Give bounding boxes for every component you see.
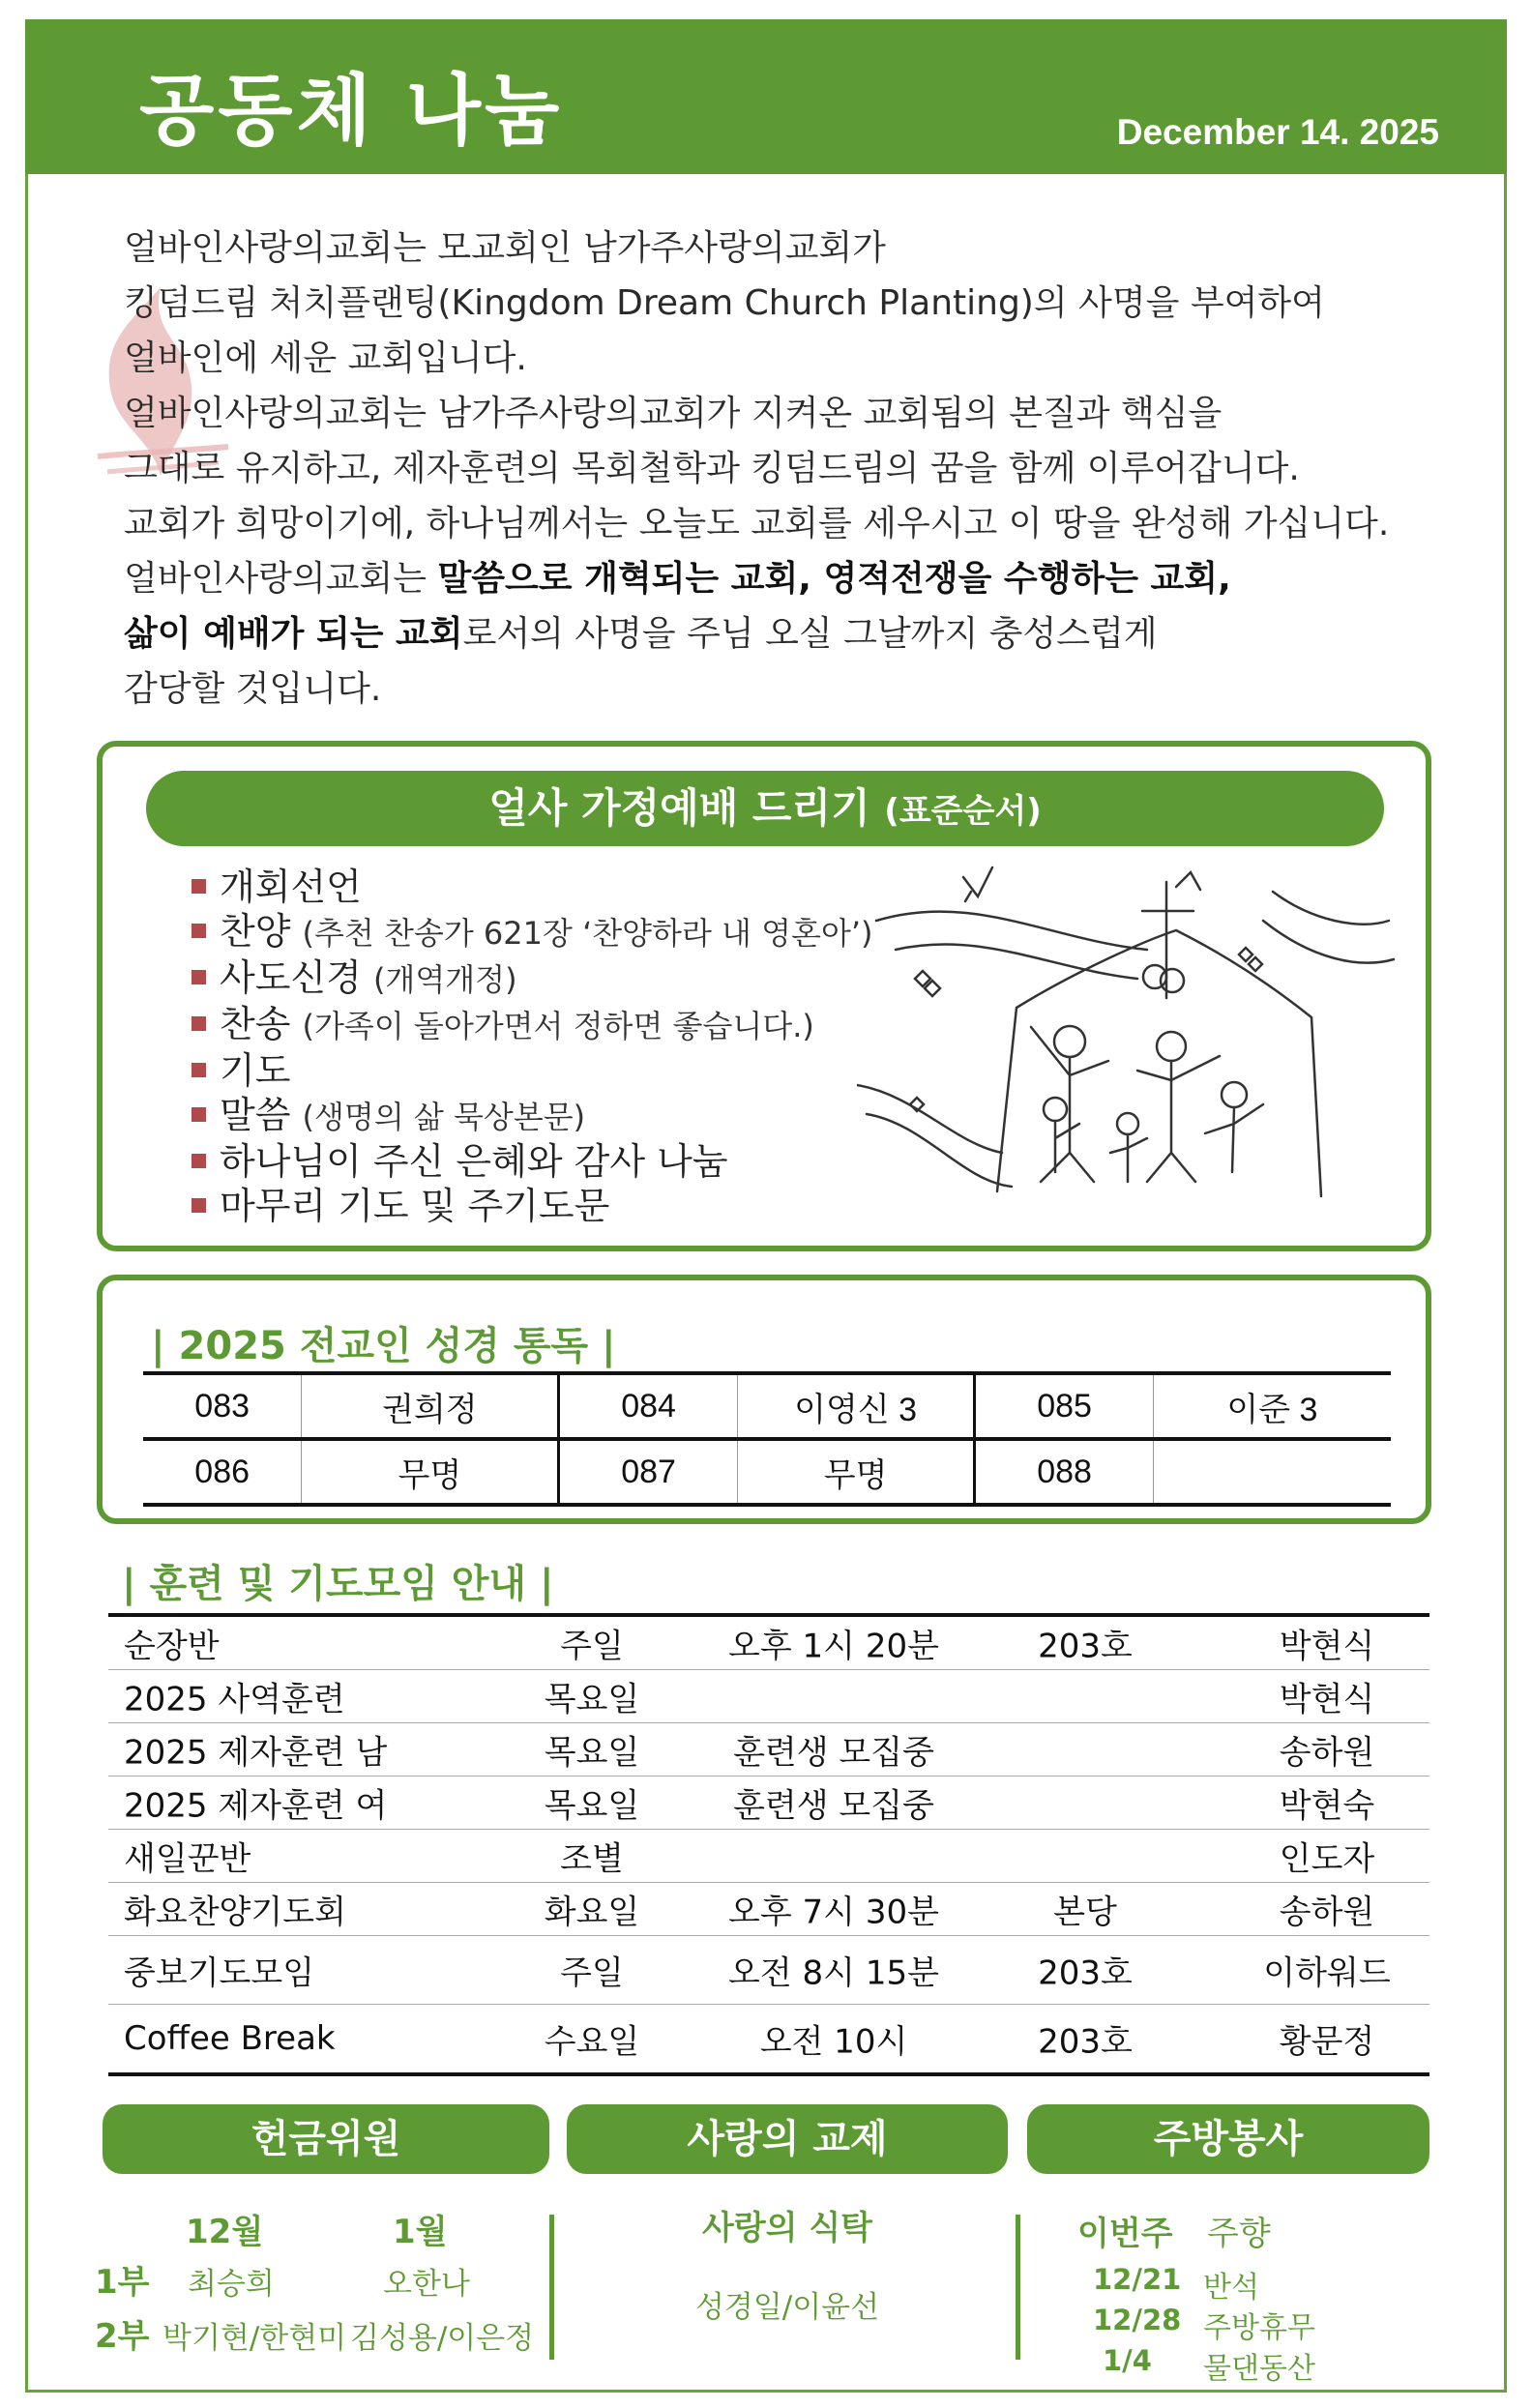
table-cell: 목요일 <box>544 1733 640 1773</box>
table-row <box>108 1830 1429 1883</box>
table-cell: 인도자 <box>1279 1839 1375 1879</box>
worship-item-label: 개회선언 <box>220 866 362 908</box>
bullet-icon <box>192 1198 206 1213</box>
worship-item-label: 찬송 <box>220 1003 291 1045</box>
intro-line <box>124 606 1458 661</box>
kitchen-team: 주방휴무 <box>1203 2311 1315 2345</box>
table-row <box>108 1723 1429 1777</box>
table-row <box>108 1936 1429 2005</box>
bullet-icon <box>192 970 206 984</box>
bullet-icon <box>192 1154 206 1168</box>
table-cell: 주일 <box>560 1627 624 1666</box>
table-cell: 083 <box>143 1373 302 1439</box>
table-cell: 085 <box>975 1373 1153 1439</box>
intro-text <box>124 220 1458 717</box>
intro-line: 그대로 유지하고, 제자훈련의 목회철학과 킹덤드림의 꿈을 함께 이루어갑니다. <box>124 449 1300 488</box>
intro-text-plain: 얼바인사랑의교회는 <box>124 559 438 599</box>
worship-item-label: 찬양 <box>220 910 291 953</box>
table-cell: 송하원 <box>1279 1893 1375 1932</box>
table-cell: 203호 <box>1038 1627 1133 1666</box>
table-cell: 이하워드 <box>1263 1953 1391 1993</box>
bullet-icon <box>192 879 206 894</box>
family-worship-box <box>97 741 1431 1251</box>
worship-item-note: (개역개정) <box>372 961 517 998</box>
fellowship-title: 사랑의 교제 <box>567 2104 1008 2174</box>
worship-subtitle: (표준순서) <box>884 792 1042 831</box>
worship-order-list <box>192 865 873 1228</box>
offering-committee-title: 헌금위원 <box>103 2104 549 2174</box>
table-cell: 훈련생 모집중 <box>733 1786 934 1826</box>
table-cell: 무명 <box>302 1439 559 1505</box>
intro-line: 교회가 희망이기에, 하나님께서는 오늘도 교회를 세우시고 이 땅을 완성해 가십니다. <box>124 504 1390 543</box>
table-cell: 순장반 <box>124 1627 220 1666</box>
table-cell: 무명 <box>737 1439 975 1505</box>
training-table <box>108 1613 1429 2076</box>
intro-line: 얼바인사랑의교회는 남가주사랑의교회가 지켜온 교회됨의 본질과 핵심을 <box>124 394 1223 433</box>
list-item <box>192 1093 873 1139</box>
intro-line: 킹덤드림 처치플랜팅(Kingdom Dream Church Planting)의 사명을 부여하여 <box>124 283 1325 323</box>
table-cell: 088 <box>975 1439 1153 1505</box>
table-cell: 이영신 3 <box>737 1373 975 1439</box>
family-worship-title <box>146 771 1384 846</box>
table-row <box>108 1670 1429 1723</box>
worship-item-label: 기도 <box>220 1049 291 1092</box>
list-item <box>192 1139 873 1184</box>
table-cell: 오전 8시 15분 <box>728 1953 939 1993</box>
table-cell: 203호 <box>1038 2022 1133 2062</box>
table-cell: 087 <box>559 1439 737 1505</box>
fellowship-names: 성경일/이윤선 <box>694 2290 880 2325</box>
bullet-icon <box>192 1107 206 1122</box>
table-cell: 훈련생 모집중 <box>733 1733 934 1773</box>
table-cell: Coffee Break <box>124 2019 336 2058</box>
worship-item-note: (생명의 삶 묵상본문) <box>302 1099 586 1135</box>
page-header <box>25 19 1507 174</box>
intro-line: 얼바인에 세운 교회입니다. <box>124 338 527 378</box>
divider <box>549 2215 554 2360</box>
bible-reading-box <box>97 1275 1431 1524</box>
table-cell: 본당 <box>1053 1893 1117 1932</box>
kitchen-date: 12/21 <box>1093 2263 1182 2296</box>
table-cell: 203호 <box>1038 1953 1133 1993</box>
intro-text-bold: 말씀으로 개혁되는 교회, 영적전쟁을 수행하는 교회, <box>437 559 1231 599</box>
table-cell: 목요일 <box>544 1680 640 1719</box>
table-row <box>143 1373 1391 1439</box>
table-cell: 송하원 <box>1279 1733 1375 1773</box>
bullet-icon <box>192 1016 206 1031</box>
page-title: 공동체 나눔 <box>139 66 564 156</box>
worship-title-text: 얼사 가정예배 드리기 <box>488 784 870 832</box>
table-row <box>108 1617 1429 1670</box>
table-cell: 황문정 <box>1279 2022 1375 2062</box>
worship-item-label: 하나님이 주신 은혜와 감사 나눔 <box>220 1140 728 1183</box>
bullet-icon <box>192 924 206 938</box>
table-cell: 중보기도모임 <box>124 1953 315 1993</box>
table-cell: 2025 사역훈련 <box>124 1680 345 1719</box>
this-week-label: 이번주 <box>1077 2215 1173 2253</box>
bullet-icon <box>192 1063 206 1077</box>
table-row <box>143 1439 1391 1505</box>
table-cell: 권희정 <box>302 1373 559 1439</box>
list-item <box>192 955 873 1002</box>
table-cell: 박현숙 <box>1279 1786 1375 1826</box>
kitchen-service-title: 주방봉사 <box>1027 2104 1429 2174</box>
table-cell: 화요찬양기도회 <box>124 1893 346 1932</box>
divider <box>1016 2215 1020 2360</box>
worship-item-label: 말씀 <box>220 1094 291 1136</box>
table-cell: 수요일 <box>544 2022 640 2062</box>
offering-name: 박기현/한현미 <box>162 2321 347 2356</box>
offering-name: 오한나 <box>383 2267 470 2302</box>
kitchen-date: 12/28 <box>1093 2304 1182 2336</box>
table-cell: 2025 제자훈련 남 <box>124 1733 388 1773</box>
training-title: | 훈련 및 기도모임 안내 | <box>122 1562 554 1606</box>
table-cell: 조별 <box>560 1839 624 1879</box>
bible-reading-title: | 2025 전교인 성경 통독 | <box>151 1324 616 1368</box>
list-item <box>192 909 873 955</box>
table-cell: 박현식 <box>1279 1680 1375 1719</box>
intro-line: 얼바인사랑의교회는 모교회인 남가주사랑의교회가 <box>124 228 886 268</box>
bible-reading-table <box>143 1371 1391 1507</box>
intro-line <box>124 551 1458 606</box>
list-item <box>192 1002 873 1048</box>
table-cell: 새일꾼반 <box>124 1839 251 1879</box>
love-table-label: 사랑의 식탁 <box>701 2209 873 2247</box>
table-cell: 086 <box>143 1439 302 1505</box>
kitchen-team: 반석 <box>1203 2271 1259 2305</box>
table-cell: 084 <box>559 1373 737 1439</box>
table-cell: 목요일 <box>544 1786 640 1826</box>
table-cell: 오후 1시 20분 <box>728 1627 939 1666</box>
table-cell: 주일 <box>560 1953 624 1993</box>
table-cell: 오전 10시 <box>759 2022 908 2062</box>
month-label: 1월 <box>393 2213 448 2251</box>
worship-item-note: (추천 찬송가 621장 ‘찬양하라 내 영혼아’) <box>302 915 873 952</box>
offering-name: 최승희 <box>188 2267 275 2302</box>
offering-name: 김성용/이은정 <box>350 2321 535 2356</box>
table-cell: 2025 제자훈련 여 <box>124 1786 388 1826</box>
service-label: 1부 <box>95 2263 150 2302</box>
kitchen-date: 1/4 <box>1103 2344 1152 2377</box>
intro-text-bold: 삶이 예배가 되는 교회 <box>124 614 463 654</box>
bulletin-date: December 14. 2025 <box>1116 112 1439 152</box>
worship-item-note: (가족이 돌아가면서 정하면 좋습니다.) <box>302 1008 814 1044</box>
table-row <box>108 2005 1429 2072</box>
table-cell: 화요일 <box>544 1893 640 1932</box>
table-row <box>108 1883 1429 1936</box>
service-label: 2부 <box>95 2317 150 2356</box>
kitchen-team: 물댄동산 <box>1203 2352 1315 2386</box>
list-item <box>192 865 873 909</box>
table-cell: 오후 7시 30분 <box>728 1893 939 1932</box>
intro-text-plain: 로서의 사명을 주님 오실 그날까지 충성스럽게 <box>462 614 1158 654</box>
family-church-illustration-icon <box>857 863 1399 1230</box>
table-cell: 이준 3 <box>1153 1373 1391 1439</box>
worship-item-label: 마무리 기도 및 주기도문 <box>220 1185 610 1227</box>
table-cell: 박현식 <box>1279 1627 1375 1666</box>
intro-line: 감당할 것입니다. <box>124 669 382 709</box>
worship-item-label: 사도신경 <box>220 956 362 999</box>
month-label: 12월 <box>186 2213 264 2251</box>
table-row <box>108 1777 1429 1830</box>
list-item <box>192 1048 873 1093</box>
list-item <box>192 1184 873 1228</box>
table-cell <box>1153 1439 1391 1505</box>
this-week-team: 주향 <box>1207 2215 1271 2253</box>
